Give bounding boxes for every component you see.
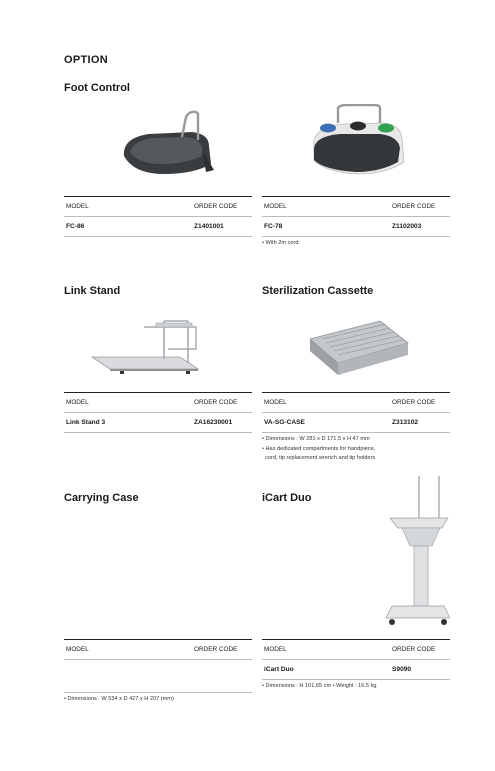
fc78-notes: [262, 239, 298, 249]
table-header: [64, 196, 252, 217]
section-sterilization: [262, 285, 450, 475]
cassette-image: [262, 313, 450, 383]
carrying-case-table: [64, 639, 252, 693]
table-row: [64, 660, 252, 693]
col-order-code: ORDER CODE: [194, 399, 238, 406]
order-code-value: ZA16230001: [194, 419, 233, 426]
section-carrying-case: [64, 492, 252, 712]
model-value: iCart Duo: [264, 666, 294, 673]
order-code-value: Z1102003: [392, 223, 422, 230]
note: cord, tip replacement wrench and tip holders: [262, 455, 376, 461]
col-order-code: ORDER CODE: [392, 399, 436, 406]
model-value: VA-SG-CASE: [264, 419, 305, 426]
section-icart: [262, 492, 450, 702]
order-code-value: S9090: [392, 666, 412, 673]
table-header: [262, 639, 450, 660]
icart-table: [262, 639, 450, 680]
fc86-image: [64, 104, 252, 184]
table-header: [262, 196, 450, 217]
section-title: Link Stand: [64, 285, 121, 297]
section-foot-control: [64, 82, 252, 242]
section-title: Sterilization Cassette: [262, 285, 374, 297]
cassette-table: [262, 392, 450, 433]
section-title: Foot Control: [64, 82, 130, 94]
order-code-value: Z1401001: [194, 223, 224, 230]
table-row: [64, 217, 252, 237]
fc86-table: [64, 196, 252, 237]
section-title: Carrying Case: [64, 492, 139, 504]
note: • Has dedicated compartments for handpiece,: [262, 445, 376, 452]
section-title: iCart Duo: [262, 492, 312, 504]
col-model: MODEL: [66, 399, 89, 406]
model-value: FC-86: [66, 223, 85, 230]
col-model: MODEL: [264, 646, 287, 653]
model-value: FC-78: [264, 223, 283, 230]
table-header: [64, 639, 252, 660]
carrying-case-notes: [64, 695, 174, 705]
table-header: [64, 392, 252, 413]
col-model: MODEL: [66, 646, 89, 653]
note: • Dimensions : W 281 x D 171.5 x H 47 mm: [262, 436, 370, 442]
link-stand-image: [64, 313, 252, 383]
link-stand-table: [64, 392, 252, 433]
table-header: [262, 392, 450, 413]
fc78-table: [262, 196, 450, 237]
table-row: [262, 217, 450, 237]
section-fc78: [262, 82, 450, 262]
table-row: [262, 660, 450, 680]
model-value: Link Stand 3: [66, 419, 106, 426]
icart-image: [262, 472, 450, 632]
col-order-code: ORDER CODE: [392, 646, 436, 653]
icart-notes: [262, 682, 377, 692]
order-code-value: Z313102: [392, 419, 419, 426]
cassette-notes: [262, 435, 375, 464]
note: • Dimensions : W 534 x D 427 x H 207 (mm): [64, 696, 174, 702]
col-order-code: ORDER CODE: [392, 203, 436, 210]
col-model: MODEL: [264, 399, 287, 406]
col-model: MODEL: [66, 203, 89, 210]
note: • With 2m cord: [262, 240, 299, 246]
col-order-code: ORDER CODE: [194, 203, 238, 210]
page-title: OPTION: [64, 54, 108, 66]
col-model: MODEL: [264, 203, 287, 210]
fc78-image: [262, 104, 450, 184]
section-link-stand: [64, 285, 252, 445]
table-row: [64, 413, 252, 433]
note: • Dimensions : H 101.65 cm • Weight : 16.5 kg: [262, 683, 377, 689]
col-order-code: ORDER CODE: [194, 646, 238, 653]
table-row: [262, 413, 450, 433]
